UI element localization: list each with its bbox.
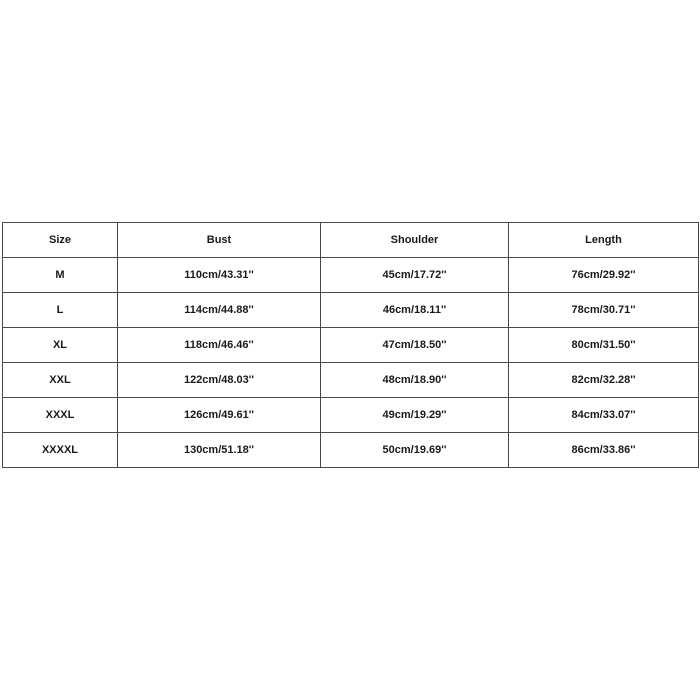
cell-shoulder: 47cm/18.50'' — [321, 328, 509, 363]
cell-length: 78cm/30.71'' — [509, 293, 699, 328]
cell-bust: 110cm/43.31'' — [118, 258, 321, 293]
cell-size: XXL — [3, 363, 118, 398]
cell-bust: 126cm/49.61'' — [118, 398, 321, 433]
cell-size: XL — [3, 328, 118, 363]
cell-length: 76cm/29.92'' — [509, 258, 699, 293]
table-row — [3, 293, 699, 328]
header-shoulder: Shoulder — [321, 223, 509, 258]
cell-shoulder: 48cm/18.90'' — [321, 363, 509, 398]
cell-bust: 122cm/48.03'' — [118, 363, 321, 398]
table-row — [3, 398, 699, 433]
cell-size: XXXXL — [3, 433, 118, 468]
cell-bust: 118cm/46.46'' — [118, 328, 321, 363]
cell-size: M — [3, 258, 118, 293]
header-bust: Bust — [118, 223, 321, 258]
cell-shoulder: 49cm/19.29'' — [321, 398, 509, 433]
cell-bust: 114cm/44.88'' — [118, 293, 321, 328]
table-row — [3, 433, 699, 468]
cell-length: 84cm/33.07'' — [509, 398, 699, 433]
cell-shoulder: 46cm/18.11'' — [321, 293, 509, 328]
cell-size: XXXL — [3, 398, 118, 433]
cell-length: 82cm/32.28'' — [509, 363, 699, 398]
header-size: Size — [3, 223, 118, 258]
header-length: Length — [509, 223, 699, 258]
cell-length: 80cm/31.50'' — [509, 328, 699, 363]
cell-length: 86cm/33.86'' — [509, 433, 699, 468]
table-row — [3, 363, 699, 398]
size-chart-table — [2, 222, 699, 468]
table-header-row — [3, 223, 699, 258]
table-row — [3, 328, 699, 363]
cell-shoulder: 45cm/17.72'' — [321, 258, 509, 293]
cell-size: L — [3, 293, 118, 328]
cell-shoulder: 50cm/19.69'' — [321, 433, 509, 468]
cell-bust: 130cm/51.18'' — [118, 433, 321, 468]
table-row — [3, 258, 699, 293]
